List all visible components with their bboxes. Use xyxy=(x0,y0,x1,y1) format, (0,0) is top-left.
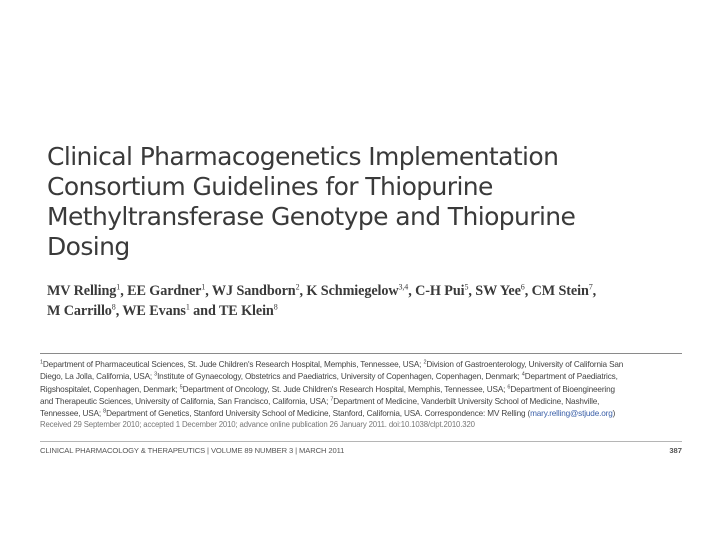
affiliation-line xyxy=(40,359,700,371)
author-name: M Carrillo xyxy=(47,303,112,319)
author-separator: , xyxy=(299,283,307,299)
page-number: 387 xyxy=(669,446,682,455)
affiliation-line xyxy=(40,396,700,408)
affiliation-text: Rigshospitalet, Copenhagen, Denmark; xyxy=(40,384,180,394)
author-separator: , xyxy=(120,283,128,299)
affiliation-text: and Therapeutic Sciences, University of California, San Francisco, California, USA; xyxy=(40,396,331,406)
affiliation-number: 6 xyxy=(507,383,511,390)
author-affiliation-number: 1 xyxy=(116,282,121,292)
received-dates-doi: Received 29 September 2010; accepted 1 December 2010; advance online publication 26 January 2011. doi:10.1038/clpt.2010.320 xyxy=(40,420,475,429)
author-name: SW Yee xyxy=(475,283,521,299)
author-name: WJ Sandborn xyxy=(211,283,296,299)
affiliation-text: Diego, La Jolla, California, USA; xyxy=(40,372,155,382)
author-separator: , xyxy=(408,283,416,299)
title-line: Clinical Pharmacogenetics Implementation xyxy=(47,142,559,171)
author-affiliation-number: 6 xyxy=(520,282,525,292)
author-separator: and xyxy=(189,303,219,319)
affiliation-text: Department of Oncology, St. Jude Children's Research Hospital, Memphis, Tennessee, USA; xyxy=(182,384,508,394)
title-line: Dosing xyxy=(47,232,130,261)
author-separator: , xyxy=(115,303,123,319)
author-separator: , xyxy=(592,283,597,299)
author-affiliation-number: 8 xyxy=(111,302,116,312)
affiliation-line xyxy=(40,371,700,383)
affiliation-text: Institute of Gynaecology, Obstetrics and Paediatrics, University of Copenhagen, Copenhagen, Denmark; xyxy=(157,372,522,382)
author-affiliation-number: 5 xyxy=(464,282,469,292)
author-list xyxy=(47,281,697,321)
title-line: Methyltransferase Genotype and Thiopurine xyxy=(47,202,576,231)
article-title xyxy=(47,142,687,262)
affiliation-text: Department of Pharmaceutical Sciences, St. Jude Children's Research Hospital, Memphis, Tennessee, USA; xyxy=(42,360,424,369)
author-name: MV Relling xyxy=(47,283,117,299)
author-affiliation-number: 2 xyxy=(295,282,300,292)
affiliation-number: 8 xyxy=(103,408,107,415)
author-name: EE Gardner xyxy=(127,283,202,299)
affiliation-text: ) xyxy=(612,409,616,419)
author-affiliation-number: 8 xyxy=(273,302,278,312)
affiliation-text: Department of Paediatrics, xyxy=(524,372,618,382)
author-name: C-H Pui xyxy=(415,283,465,299)
journal-footer: CLINICAL PHARMACOLOGY & THERAPEUTICS | VOLUME 89 NUMBER 3 | MARCH 2011 xyxy=(40,446,345,455)
affiliation-line xyxy=(40,384,700,396)
affiliation-number: 5 xyxy=(179,383,183,390)
affiliation-text: Tennessee, USA; xyxy=(40,409,104,419)
author-name: K Schmiegelow xyxy=(306,283,399,299)
author-line xyxy=(47,301,697,321)
footer-divider xyxy=(40,441,682,442)
affiliation-number: 3 xyxy=(154,371,158,378)
affiliation-text: Department of Bioengineering xyxy=(510,384,615,394)
affiliation-text: Department of Medicine, Vanderbilt University School of Medicine, Nashville, xyxy=(333,396,600,406)
author-separator: , xyxy=(205,283,212,299)
author-affiliation-number: 1 xyxy=(201,282,206,292)
affiliation-text: Department of Genetics, Stanford University School of Medicine, Stanford, California, USA. Correspondence: MV Relling ( xyxy=(106,409,531,419)
correspondence-email-link[interactable]: mary.relling@stjude.org xyxy=(530,409,613,419)
affiliation-number: 1 xyxy=(40,359,43,366)
affiliation-number: 7 xyxy=(330,396,334,403)
author-affiliation-number: 7 xyxy=(588,282,593,292)
author-line xyxy=(47,281,697,301)
author-affiliation-number: 1 xyxy=(185,302,190,312)
affiliation-number: 4 xyxy=(521,371,525,378)
title-line: Consortium Guidelines for Thiopurine xyxy=(47,172,493,201)
author-name: TE Klein xyxy=(218,303,274,319)
affiliations-divider xyxy=(40,353,682,354)
author-name: WE Evans xyxy=(122,303,186,319)
affiliation-number: 2 xyxy=(423,359,427,366)
author-separator: , xyxy=(468,283,476,299)
author-name: CM Stein xyxy=(531,283,589,299)
affiliations-block xyxy=(40,359,700,420)
author-separator: , xyxy=(524,283,532,299)
affiliation-line xyxy=(40,408,700,420)
affiliation-text: Division of Gastroenterology, University of California San xyxy=(426,360,624,369)
author-affiliation-number: 3,4 xyxy=(398,282,409,292)
